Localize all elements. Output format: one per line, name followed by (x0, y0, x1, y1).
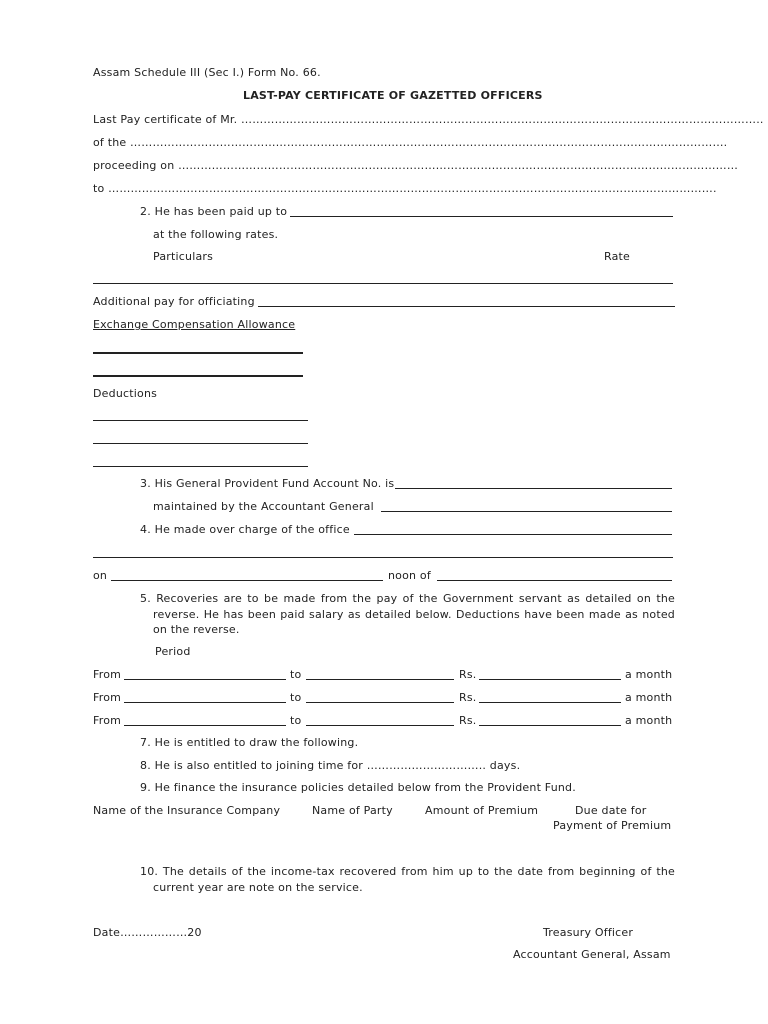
item-9-text: 9. He finance the insurance policies detailed below from the Provident Fund. (140, 781, 576, 794)
from-label-1: From (93, 668, 122, 681)
made-over-label: 4. He made over charge of the office (140, 523, 350, 536)
item-7-text: 7. He is entitled to draw the following. (140, 736, 359, 749)
a-month-label-1: a month (625, 668, 673, 681)
maintained-label: maintained by the Accountant General (153, 500, 374, 513)
due-date-header: Due date for (575, 804, 647, 817)
rs-label-1: Rs. (459, 668, 477, 681)
intro-line-office: of the ……………………………………………………………………………………………………………………………………………. (93, 136, 728, 149)
deductions-label: Deductions (93, 387, 158, 400)
to-field-2[interactable] (306, 702, 454, 703)
from-field-1[interactable] (124, 679, 286, 680)
treasury-officer-label: Treasury Officer (543, 926, 634, 939)
to-field-1[interactable] (306, 679, 454, 680)
deductions-field-1[interactable] (93, 420, 308, 421)
insurance-company-header: Name of the Insurance Company (93, 804, 281, 817)
to-field-3[interactable] (306, 725, 454, 726)
recoveries-paragraph: 5. Recoveries are to be made from the pay of the Government servant as detailed on the reverse. He has been paid salary as detailed below. Deductions have been made as noted on the reverse. (140, 592, 675, 636)
noon-of-field[interactable] (437, 580, 672, 581)
item-8-text: 8. He is also entitled to joining time for ………………………….. days. (140, 759, 521, 772)
exchange-field-1[interactable] (93, 352, 303, 354)
rs-label-3: Rs. (459, 714, 477, 727)
additional-pay-label: Additional pay for officiating (93, 295, 255, 308)
form-reference: Assam Schedule III (Sec I.) Form No. 66. (93, 66, 321, 79)
deductions-field-2[interactable] (93, 443, 308, 444)
deductions-field-3[interactable] (93, 466, 308, 467)
to-label-1: to (290, 668, 302, 681)
rs-label-2: Rs. (459, 691, 477, 704)
particulars-field[interactable] (93, 283, 673, 284)
exchange-allowance-label: Exchange Compensation Allowance (93, 318, 296, 331)
a-month-label-3: a month (625, 714, 673, 727)
payment-premium-header: Payment of Premium (553, 819, 672, 832)
particulars-header: Particulars (153, 250, 214, 263)
paid-up-to-field[interactable] (290, 216, 673, 217)
gpf-field[interactable] (395, 488, 672, 489)
on-date-field[interactable] (111, 580, 383, 581)
from-label-2: From (93, 691, 122, 704)
to-label-3: to (290, 714, 302, 727)
party-name-header: Name of Party (312, 804, 393, 817)
to-label-2: to (290, 691, 302, 704)
a-month-label-2: a month (625, 691, 673, 704)
page-title: LAST-PAY CERTIFICATE OF GAZETTED OFFICERS (243, 89, 543, 102)
on-label: on (93, 569, 108, 582)
intro-line-proceeding: proceeding on …………………………………………………………………………………………………………………………………… (93, 159, 739, 172)
premium-amount-header: Amount of Premium (425, 804, 539, 817)
date-field: Date………………20 (93, 926, 202, 939)
paid-up-to-label: 2. He has been paid up to (140, 205, 288, 218)
intro-line-name: Last Pay certificate of Mr. ………………………………………………………………………………………………………………………….. (93, 113, 764, 126)
noon-of-label: noon of (388, 569, 431, 582)
intro-line-to: to ………………………………………………………………………………………………………………………………………………. (93, 182, 717, 195)
period-label: Period (155, 645, 191, 658)
additional-pay-field[interactable] (258, 306, 675, 307)
rs-field-1[interactable] (479, 679, 621, 680)
from-field-3[interactable] (124, 725, 286, 726)
accountant-general-label: Accountant General, Assam (513, 948, 671, 961)
office-field-continued[interactable] (93, 557, 673, 558)
from-field-2[interactable] (124, 702, 286, 703)
following-rates-label: at the following rates. (153, 228, 279, 241)
exchange-field-2[interactable] (93, 375, 303, 377)
rs-field-2[interactable] (479, 702, 621, 703)
rate-header: Rate (604, 250, 631, 263)
gpf-label: 3. His General Provident Fund Account No. is (140, 477, 395, 490)
rs-field-3[interactable] (479, 725, 621, 726)
from-label-3: From (93, 714, 122, 727)
accountant-general-field[interactable] (381, 511, 672, 512)
office-field[interactable] (354, 534, 672, 535)
item-10-paragraph: 10. The details of the income-tax recovered from him up to the date from beginning of the current year are note on the service. (140, 865, 675, 894)
